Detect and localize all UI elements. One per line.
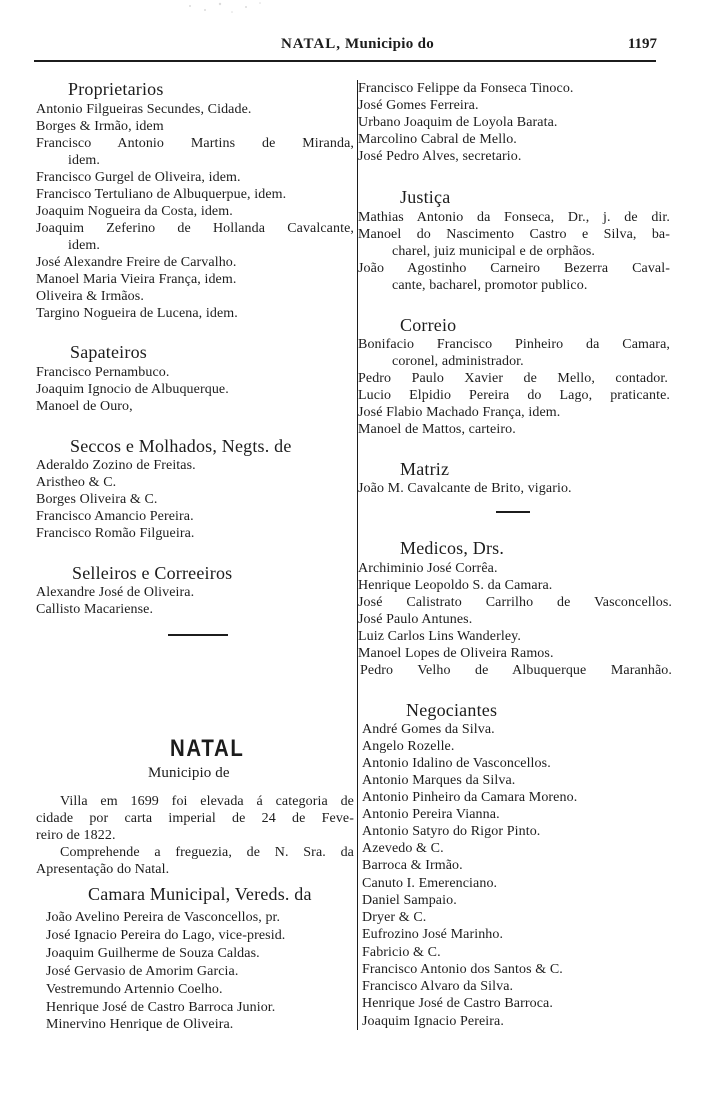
section-rule bbox=[496, 511, 530, 513]
history-text: reiro de 1822. bbox=[36, 828, 116, 843]
list-item: Manoel Lopes de Oliveira Ramos. bbox=[358, 646, 554, 661]
running-title-rest: Municipio do bbox=[340, 36, 435, 52]
list-item: Marcolino Cabral de Mello. bbox=[358, 132, 517, 147]
history-text: Villa em 1699 foi elevada á categoria de bbox=[60, 794, 354, 809]
municipality-subtitle: Municipio de bbox=[148, 765, 230, 781]
list-item: Manoel de Mattos, carteiro. bbox=[358, 422, 516, 437]
running-title-bold: NATAL, bbox=[280, 36, 341, 52]
list-item: Canuto I. Emerenciano. bbox=[362, 876, 498, 891]
list-item: Archiminio José Corrêa. bbox=[358, 561, 498, 576]
ink-smudge bbox=[180, 0, 270, 18]
list-item: Francisco Antonio Martins de Miranda, bbox=[36, 136, 354, 151]
list-item: Targino Nogueira de Lucena, idem. bbox=[36, 306, 238, 321]
history-text: Comprehende a freguezia, de N. Sra. da bbox=[60, 845, 354, 860]
section-heading-camara: Camara Municipal, Vereds. da bbox=[88, 884, 312, 904]
list-item: João M. Cavalcante de Brito, vigario. bbox=[358, 481, 572, 496]
list-item: Oliveira & Irmãos. bbox=[36, 289, 144, 304]
list-item: Joaquim Ignacio Pereira. bbox=[362, 1014, 504, 1029]
list-item: José Gervasio de Amorim Garcia. bbox=[46, 964, 239, 979]
list-item: José Pedro Alves, secretario. bbox=[358, 149, 522, 164]
list-item: José Ignacio Pereira do Lago, vice-presid. bbox=[46, 928, 286, 943]
section-heading-selleiros: Selleiros e Correeiros bbox=[72, 563, 233, 583]
list-item: Borges & Irmão, idem bbox=[36, 119, 164, 134]
list-item: Francisco Alvaro da Silva. bbox=[362, 979, 514, 994]
section-heading-justica: Justiça bbox=[400, 187, 451, 207]
list-item: Joaquim Nogueira da Costa, idem. bbox=[36, 204, 233, 219]
list-item: Daniel Sampaio. bbox=[362, 893, 457, 908]
list-item: Francisco Tertuliano de Albuquerpue, idem. bbox=[36, 187, 287, 202]
running-header bbox=[0, 36, 715, 56]
list-item: Antonio Satyro do Rigor Pinto. bbox=[362, 824, 541, 839]
municipality-title: NATAL bbox=[170, 735, 245, 762]
list-item: Alexandre José de Oliveira. bbox=[36, 585, 195, 600]
list-item: Antonio Idalino de Vasconcellos. bbox=[362, 756, 551, 771]
history-text: cidade por carta imperial de 24 de Feve- bbox=[36, 811, 354, 826]
list-item: charel, juiz municipal e de orphãos. bbox=[392, 244, 596, 259]
list-item: Francisco Amancio Pereira. bbox=[36, 509, 194, 524]
section-heading-medicos: Medicos, Drs. bbox=[400, 538, 505, 558]
list-item: Angelo Rozelle. bbox=[362, 739, 455, 754]
section-heading-matriz: Matriz bbox=[400, 459, 450, 479]
list-item: Joaquim Ignocio de Albuquerque. bbox=[36, 382, 229, 397]
list-item: coronel, administrador. bbox=[392, 354, 524, 369]
list-item: Barroca & Irmão. bbox=[362, 858, 463, 873]
list-item: idem. bbox=[68, 153, 100, 168]
section-heading-seccos: Seccos e Molhados, Negts. de bbox=[70, 436, 292, 456]
list-item: José Gomes Ferreira. bbox=[358, 98, 479, 113]
list-item: Francisco Romão Filgueira. bbox=[36, 526, 195, 541]
list-item: Francisco Pernambuco. bbox=[36, 365, 170, 380]
list-item: Vestremundo Artennio Coelho. bbox=[46, 982, 223, 997]
list-item: João Avelino Pereira de Vasconcellos, pr. bbox=[46, 910, 281, 925]
list-item: José Flabio Machado França, idem. bbox=[358, 405, 561, 420]
list-item: Henrique José de Castro Barroca Junior. bbox=[46, 1000, 276, 1015]
list-item: Eufrozino José Marinho. bbox=[362, 927, 504, 942]
list-item: João Agostinho Carneiro Bezerra Caval- bbox=[358, 261, 670, 276]
list-item: Pedro Paulo Xavier de Mello, contador. bbox=[358, 371, 668, 386]
list-item: Henrique José de Castro Barroca. bbox=[362, 996, 553, 1011]
list-item: Henrique Leopoldo S. da Camara. bbox=[358, 578, 553, 593]
list-item: Antonio Filgueiras Secundes, Cidade. bbox=[36, 102, 252, 117]
section-heading-proprietarios: Proprietarios bbox=[68, 79, 164, 99]
running-title bbox=[0, 36, 715, 53]
section-heading-sapateiros: Sapateiros bbox=[70, 342, 147, 362]
list-item: Francisco Gurgel de Oliveira, idem. bbox=[36, 170, 241, 185]
list-item: Callisto Macariense. bbox=[36, 602, 154, 617]
list-item: Joaquim Guilherme de Souza Caldas. bbox=[46, 946, 260, 961]
list-item: Manoel Maria Vieira França, idem. bbox=[36, 272, 237, 287]
list-item: Fabricio & C. bbox=[362, 945, 441, 960]
section-heading-negociantes: Negociantes bbox=[406, 700, 498, 720]
list-item: Azevedo & C. bbox=[362, 841, 444, 856]
list-item: André Gomes da Silva. bbox=[362, 722, 495, 737]
page-number: 1197 bbox=[627, 36, 657, 52]
list-item: Mathias Antonio da Fonseca, Dr., j. de dir. bbox=[358, 210, 670, 225]
list-item: Antonio Marques da Silva. bbox=[362, 773, 516, 788]
section-rule bbox=[168, 634, 228, 636]
list-item: Joaquim Zeferino de Hollanda Cavalcante, bbox=[36, 221, 354, 236]
list-item: Antonio Pereira Vianna. bbox=[362, 807, 500, 822]
list-item: José Calistrato Carrilho de Vasconcellos. bbox=[358, 595, 672, 610]
section-heading-correio: Correio bbox=[400, 315, 457, 335]
list-item: Aristheo & C. bbox=[36, 475, 117, 490]
list-item: Borges Oliveira & C. bbox=[36, 492, 158, 507]
header-rule bbox=[34, 60, 656, 62]
list-item: Urbano Joaquim de Loyola Barata. bbox=[358, 115, 558, 130]
list-item: Lucio Elpidio Pereira do Lago, praticante. bbox=[358, 388, 670, 403]
list-item: Luiz Carlos Lins Wanderley. bbox=[358, 629, 521, 644]
list-item: cante, bacharel, promotor publico. bbox=[392, 278, 588, 293]
list-item: Manoel de Ouro, bbox=[36, 399, 133, 414]
history-text: Apresentação do Natal. bbox=[36, 862, 170, 877]
list-item: Aderaldo Zozino de Freitas. bbox=[36, 458, 196, 473]
list-item: idem. bbox=[68, 238, 100, 253]
list-item: Francisco Antonio dos Santos & C. bbox=[362, 962, 563, 977]
list-item: Manoel do Nascimento Castro e Silva, ba- bbox=[358, 227, 670, 242]
list-item: Pedro Velho de Albuquerque Maranhão. bbox=[360, 663, 672, 678]
list-item: José Paulo Antunes. bbox=[358, 612, 473, 627]
list-item: Antonio Pinheiro da Camara Moreno. bbox=[362, 790, 578, 805]
list-item: Dryer & C. bbox=[362, 910, 427, 925]
list-item: Francisco Felippe da Fonseca Tinoco. bbox=[358, 81, 574, 96]
list-item: Minervino Henrique de Oliveira. bbox=[46, 1017, 234, 1032]
list-item: José Alexandre Freire de Carvalho. bbox=[36, 255, 237, 270]
list-item: Bonifacio Francisco Pinheiro da Camara, bbox=[358, 337, 670, 352]
